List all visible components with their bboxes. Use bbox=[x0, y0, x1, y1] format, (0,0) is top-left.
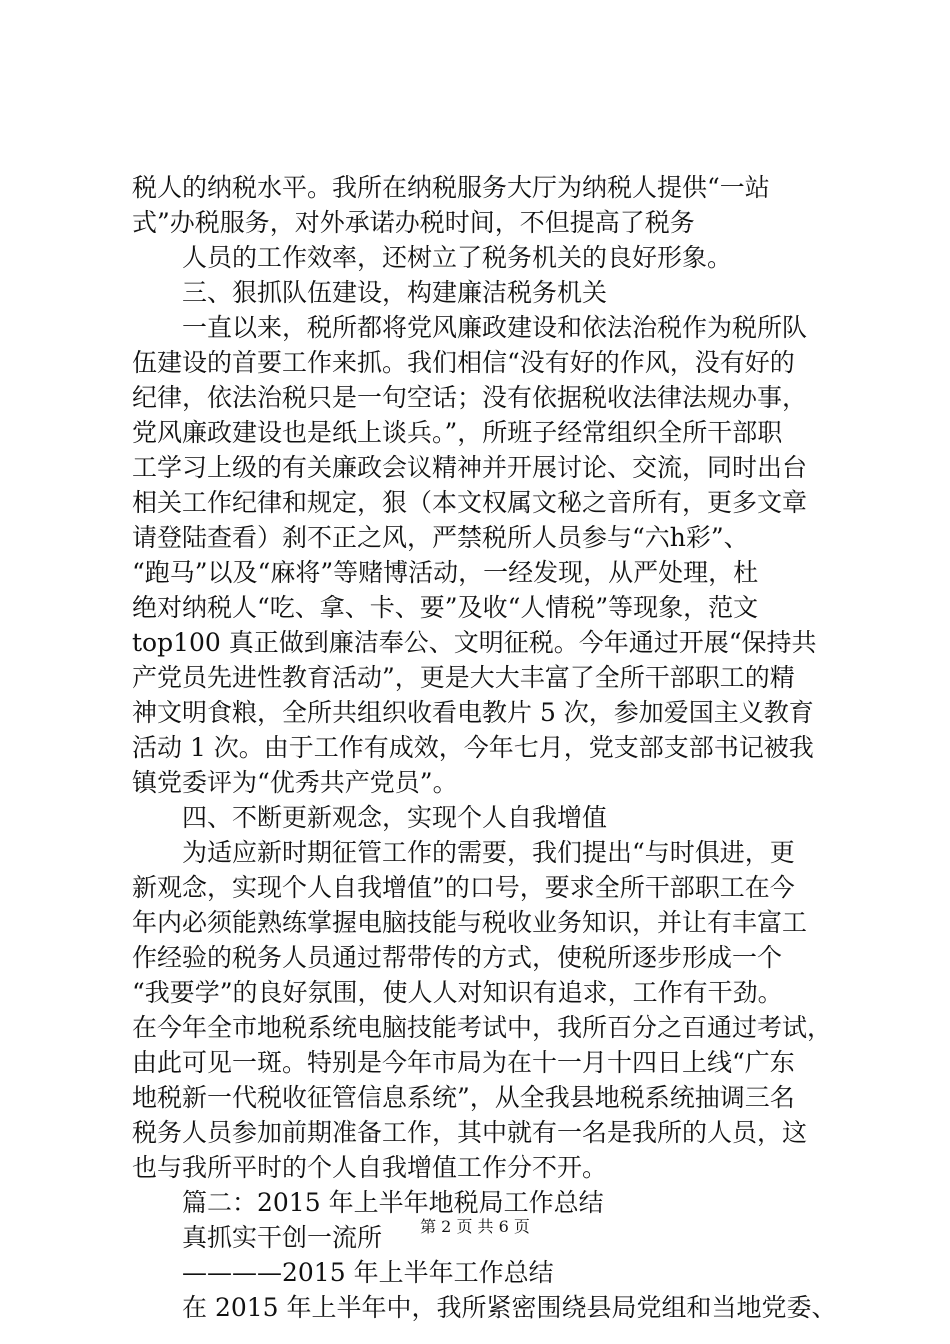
text-line: 请登陆查看）刹不正之风，严禁税所人员参与“六h彩”、 bbox=[132, 523, 749, 552]
text-line: 在今年全市地税系统电脑技能考试中，我所百分之百通过考试， bbox=[132, 1013, 833, 1042]
text-line: 伍建设的首要工作来抓。我们相信“没有好的作风，没有好的 bbox=[132, 348, 795, 377]
text-line: 三、狠抓队伍建设，构建廉洁税务机关 bbox=[182, 278, 608, 307]
text-line: 神文明食粮，全所共组织收看电教片 5 次，参加爱国主义教育 bbox=[132, 698, 814, 727]
text-line: 活动 1 次。由于工作有成效，今年七月，党支部支部书记被我 bbox=[132, 733, 814, 762]
text-line: 人员的工作效率，还树立了税务机关的良好形象。 bbox=[182, 243, 733, 272]
text-line: 四、不断更新观念，实现个人自我增值 bbox=[182, 803, 608, 832]
text-line: 为适应新时期征管工作的需要，我们提出“与时俱进，更 bbox=[182, 838, 795, 867]
text-line: 作经验的税务人员通过帮带传的方式，使税所逐步形成一个 bbox=[132, 943, 783, 972]
text-line: 相关工作纪律和规定，狠（本文权属文秘之音所有，更多文章 bbox=[132, 488, 808, 517]
text-line: 也与我所平时的个人自我增值工作分不开。 bbox=[132, 1153, 608, 1182]
text-line: ————2015 年上半年工作总结 bbox=[182, 1258, 554, 1287]
text-line: 党风廉政建设也是纸上谈兵。”，所班子经常组织全所干部职 bbox=[132, 418, 783, 447]
text-line: 式”办税服务，对外承诺办税时间，不但提高了税务 bbox=[132, 208, 695, 237]
text-line: “我要学”的良好氛围，使人人对知识有追求，工作有干劲。 bbox=[132, 978, 783, 1007]
document-body bbox=[132, 170, 838, 1325]
text-line: “跑马”以及“麻将”等赌博活动，一经发现，从严处理，杜 bbox=[132, 558, 759, 587]
text-line: 由此可见一斑。特别是今年市局为在十一月十四日上线“广东 bbox=[132, 1048, 795, 1077]
text-line: 产党员先进性教育活动”，更是大大丰富了全所干部职工的精 bbox=[132, 663, 795, 692]
text-line: 工学习上级的有关廉政会议精神并开展讨论、交流，同时出台 bbox=[132, 453, 808, 482]
text-line: 地税新一代税收征管信息系统”，从全我县地税系统抽调三名 bbox=[132, 1083, 795, 1112]
text-line: 新观念，实现个人自我增值”的口号，要求全所干部职工在今 bbox=[132, 873, 795, 902]
text-line: 税人的纳税水平。我所在纳税服务大厅为纳税人提供“一站 bbox=[132, 173, 770, 202]
text-line: 篇二：2015 年上半年地税局工作总结 bbox=[182, 1188, 604, 1217]
text-line: 税务人员参加前期准备工作，其中就有一名是我所的人员，这 bbox=[132, 1118, 808, 1147]
page-number-footer: 第 2 页 共 6 页 bbox=[420, 1217, 530, 1236]
text-line: 年内必须能熟练掌握电脑技能与税收业务知识，并让有丰富工 bbox=[132, 908, 808, 937]
text-line: 在 2015 年上半年中，我所紧密围绕县局党组和当地党委、 bbox=[182, 1293, 837, 1322]
text-line: 一直以来，税所都将党风廉政建设和依法治税作为税所队 bbox=[182, 313, 808, 342]
text-line: 绝对纳税人“吃、拿、卡、要”及收“人情税”等现象，范文 bbox=[132, 593, 759, 622]
text-line: 纪律，依法治税只是一句空话；没有依据税收法律法规办事， bbox=[132, 383, 808, 412]
text-line: top100 真正做到廉洁奉公、文明征税。今年通过开展“保持共 bbox=[132, 628, 817, 657]
text-line: 镇党委评为“优秀共产党员”。 bbox=[132, 768, 458, 797]
text-line: 真抓实干创一流所 bbox=[182, 1223, 383, 1252]
